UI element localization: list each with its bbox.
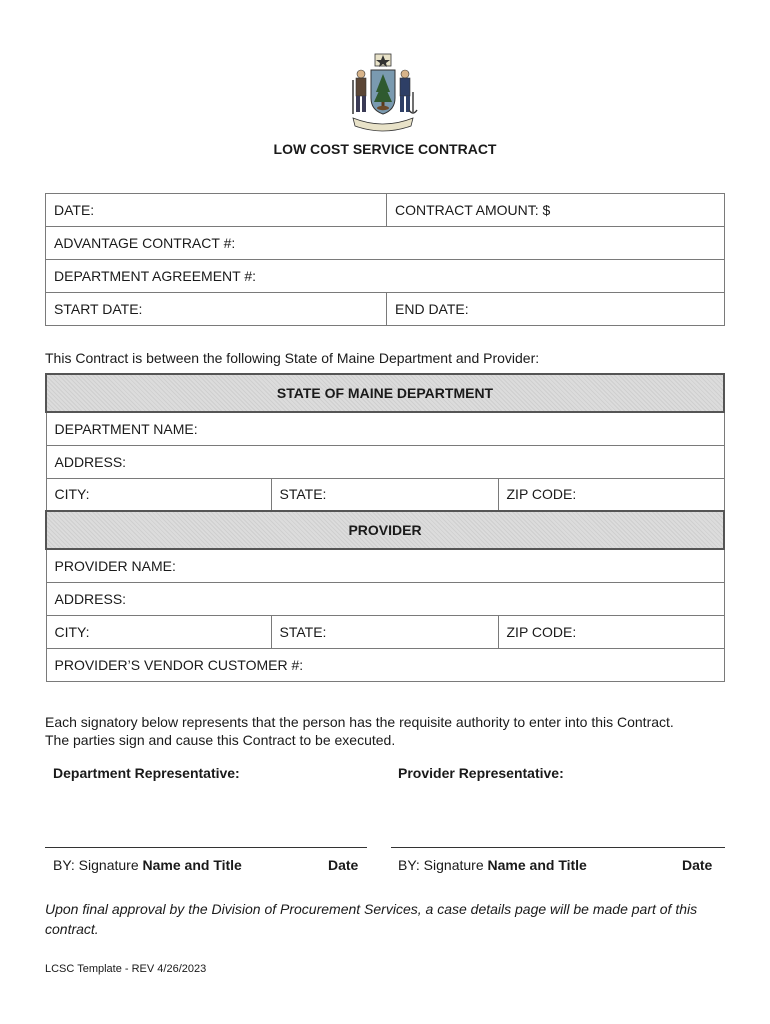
provider-zip-field[interactable]: ZIP CODE: xyxy=(498,615,724,648)
department-state-field[interactable]: STATE: xyxy=(271,478,498,511)
provider-section-header: PROVIDER xyxy=(46,511,724,549)
department-address-field[interactable]: ADDRESS: xyxy=(46,445,724,478)
department-date-label: Date xyxy=(328,857,359,873)
by-signature-text: BY: Signature xyxy=(53,857,143,873)
provider-date-label: Date xyxy=(682,857,713,873)
contract-intro-text: This Contract is between the following State of Maine Department and Provider: xyxy=(45,350,540,366)
provider-representative-label: Provider Representative: xyxy=(398,765,564,781)
department-zip-field[interactable]: ZIP CODE: xyxy=(498,478,724,511)
name-and-title-text: Name and Title xyxy=(487,857,587,873)
provider-address-field[interactable]: ADDRESS: xyxy=(46,582,724,615)
template-revision-footer: LCSC Template - REV 4/26/2023 xyxy=(45,963,207,975)
provider-name-field[interactable]: PROVIDER NAME: xyxy=(46,549,724,582)
provider-city-field[interactable]: CITY: xyxy=(46,615,271,648)
department-signature-line[interactable] xyxy=(45,847,367,848)
signatory-line-2: The parties sign and cause this Contract to be executed. xyxy=(45,732,396,748)
provider-vendor-customer-field[interactable]: PROVIDER’S VENDOR CUSTOMER #: xyxy=(46,648,724,681)
by-signature-text: BY: Signature xyxy=(398,857,488,873)
signatory-line-1: Each signatory below represents that the person has the requisite authority to enter into this Contract. xyxy=(45,714,674,730)
name-and-title-text: Name and Title xyxy=(142,857,242,873)
department-representative-label: Department Representative: xyxy=(53,765,240,781)
advantage-contract-field[interactable]: ADVANTAGE CONTRACT #: xyxy=(46,227,725,260)
provider-signature-line[interactable] xyxy=(391,847,725,848)
date-field[interactable]: DATE: xyxy=(46,194,387,227)
department-name-field[interactable]: DEPARTMENT NAME: xyxy=(46,412,724,445)
state-seal-icon xyxy=(345,52,421,132)
provider-signature-caption xyxy=(398,857,587,873)
department-signature-caption xyxy=(53,857,242,873)
approval-note: Upon final approval by the Division of Procurement Services, a case details page will be made part of this contract. xyxy=(45,901,698,937)
contract-amount-field[interactable]: CONTRACT AMOUNT: $ xyxy=(387,194,725,227)
department-agreement-field[interactable]: DEPARTMENT AGREEMENT #: xyxy=(46,260,725,293)
signatory-statement xyxy=(45,713,735,749)
document-title: LOW COST SERVICE CONTRACT xyxy=(273,141,497,157)
contract-info-table xyxy=(45,193,725,326)
department-city-field[interactable]: CITY: xyxy=(46,478,271,511)
parties-table xyxy=(45,373,725,682)
start-date-field[interactable]: START DATE: xyxy=(46,293,387,326)
department-section-header: STATE OF MAINE DEPARTMENT xyxy=(46,374,724,412)
end-date-field[interactable]: END DATE: xyxy=(387,293,725,326)
provider-state-field[interactable]: STATE: xyxy=(271,615,498,648)
